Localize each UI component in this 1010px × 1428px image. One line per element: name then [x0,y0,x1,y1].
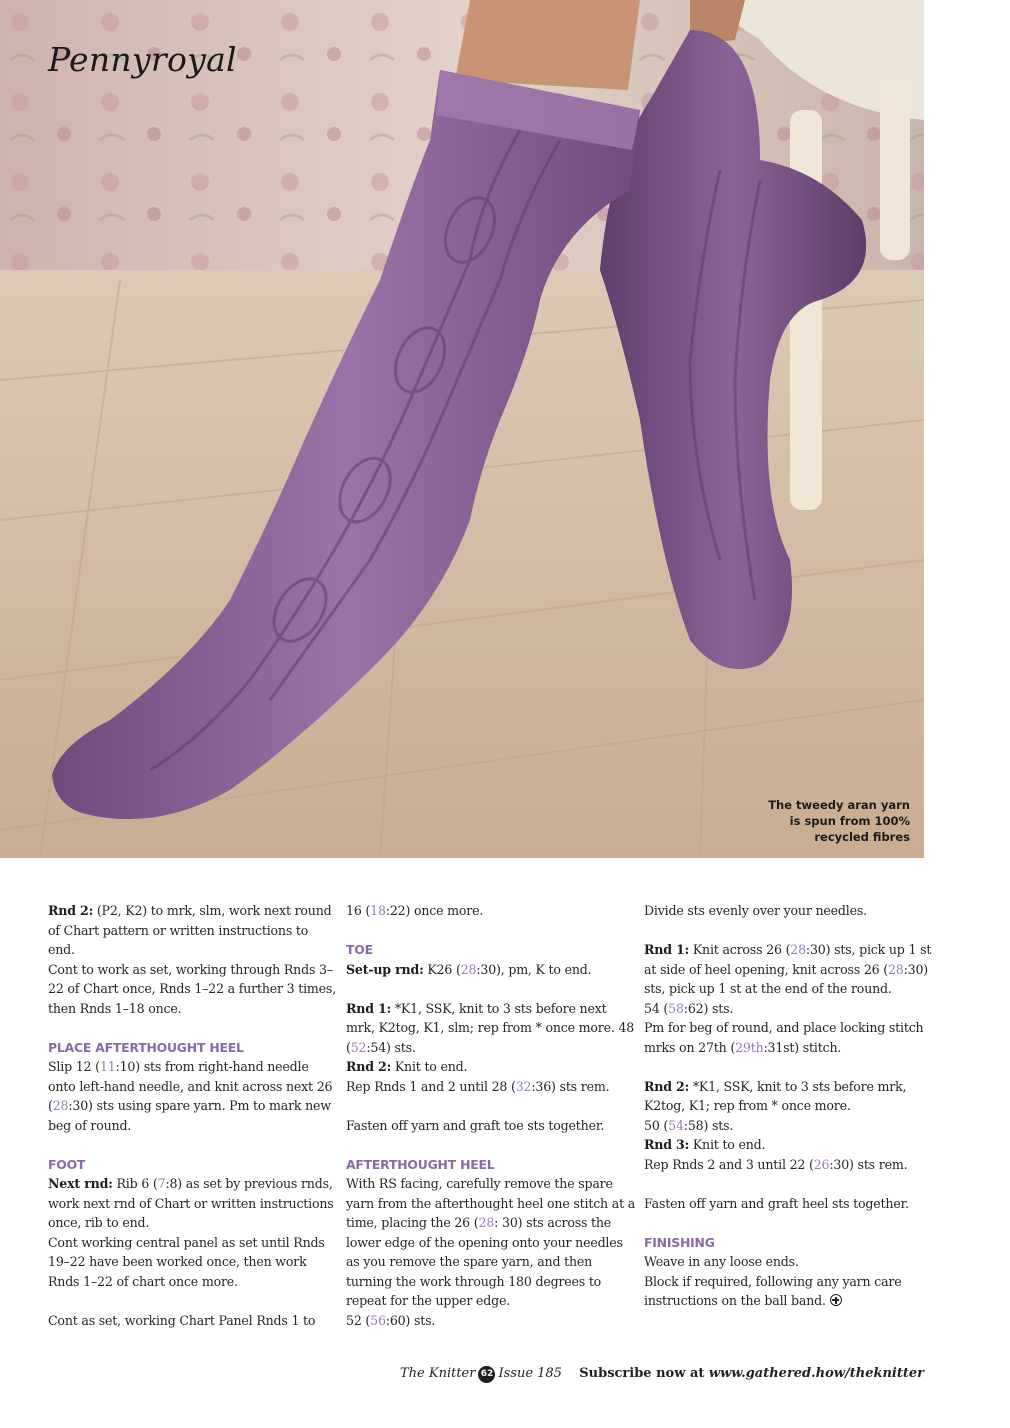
page-footer [400,1366,924,1388]
paragraph: Rnd 1: Knit across 26 (28:30) sts, pick up 1 st at side of heel opening, knit across 26 (28:30) sts, pick up 1 st at the end of the round. [644,942,932,996]
paragraph: Rnd 3: Knit to end. [644,1137,766,1152]
section-heading-afterthought-heel: PLACE AFTERTHOUGHT HEEL [48,1039,244,1055]
paragraph: 54 (58:62) sts. [644,1000,734,1016]
paragraph: Cont working central panel as set until Rnds 19–22 have been worked once, then work Rnds 1–22 of chart once more. [48,1234,325,1289]
section-heading-toe: TOE [346,942,373,957]
paragraph: Weave in any loose ends. [644,1254,799,1269]
pattern-title: Pennyroyal [48,40,237,79]
section-heading-afterthought-heel-2: AFTERTHOUGHT HEEL [346,1156,495,1172]
paragraph: Set-up rnd: K26 (28:30), pm, K to end. [346,961,592,977]
paragraph: 50 (54:58) sts. [644,1117,734,1133]
section-heading-finishing: FINISHING [644,1234,715,1250]
text-column-3 [644,901,934,1311]
paragraph: Pm for beg of round, and place locking stitch mrks on 27th (29th:31st) stitch. [644,1020,924,1055]
paragraph: With RS facing, carefully remove the spare yarn from the afterthought heel one stitch at a time, placing the 26 (28: 30) sts across the lower edge of the opening onto your needles as you remove the spare yarn, and then turning the work through 180 degrees to repeat for the upper edge. [346,1176,636,1308]
caption-line: is spun from 100% [789,814,910,828]
paragraph: Rnd 2: *K1, SSK, knit to 3 sts before mrk, K2tog, K1; rep from * once more. [644,1078,907,1113]
paragraph: Rep Rnds 2 and 3 until 22 (26:30) sts rem. [644,1156,908,1172]
page-number: 62 [478,1366,495,1383]
text-column-2 [346,901,636,1330]
end-of-article-icon [830,1294,842,1306]
caption-line: recycled fibres [814,830,910,844]
subscribe-link[interactable]: www.gathered.how/theknitter [708,1366,924,1381]
photo-caption [710,797,910,845]
paragraph: Rep Rnds 1 and 2 until 28 (32:36) sts rem. [346,1078,610,1094]
paragraph: Divide sts evenly over your needles. [644,903,867,918]
paragraph: 16 (18:22) once more. [346,903,484,918]
footer-subscribe: Subscribe now at www.gathered.how/theknitter [579,1366,924,1381]
caption-line: The tweedy aran yarn [768,798,910,812]
paragraph: Cont as set, working Chart Panel Rnds 1 to [48,1312,316,1328]
paragraph: Fasten off yarn and graft heel sts together. [644,1195,909,1211]
paragraph: Rnd 1: *K1, SSK, knit to 3 sts before next mrk, K2tog, K1, slm; rep from * once more. 48 (52:54) sts. [346,1000,635,1055]
paragraph: Fasten off yarn and graft toe sts together. [346,1117,605,1133]
paragraph: Slip 12 (11:10) sts from right-hand needle onto left-hand needle, and knit across next 26 (28:30) sts using spare yarn. Pm to mark new beg of round. [48,1059,333,1133]
section-heading-foot: FOOT [48,1156,86,1172]
paragraph: 52 (56:60) sts. [346,1312,436,1328]
paragraph: Rnd 2: Knit to end. [346,1059,468,1074]
paragraph: Rnd 2: (P2, K2) to mrk, slm, work next round of Chart pattern or written instructions to end. [48,903,332,957]
footer-magazine: The Knitter 62 Issue 185 [400,1366,562,1381]
paragraph: Next rnd: Rib 6 (7:8) as set by previous rnds, work next rnd of Chart or written instructions once, rib to end. [48,1176,334,1230]
paragraph: Block if required, following any yarn care instructions on the ball band. [644,1273,902,1308]
paragraph: Cont to work as set, working through Rnds 3–22 of Chart once, Rnds 1–22 a further 3 times, then Rnds 1–18 once. [48,961,336,1016]
text-column-1 [48,901,338,1330]
